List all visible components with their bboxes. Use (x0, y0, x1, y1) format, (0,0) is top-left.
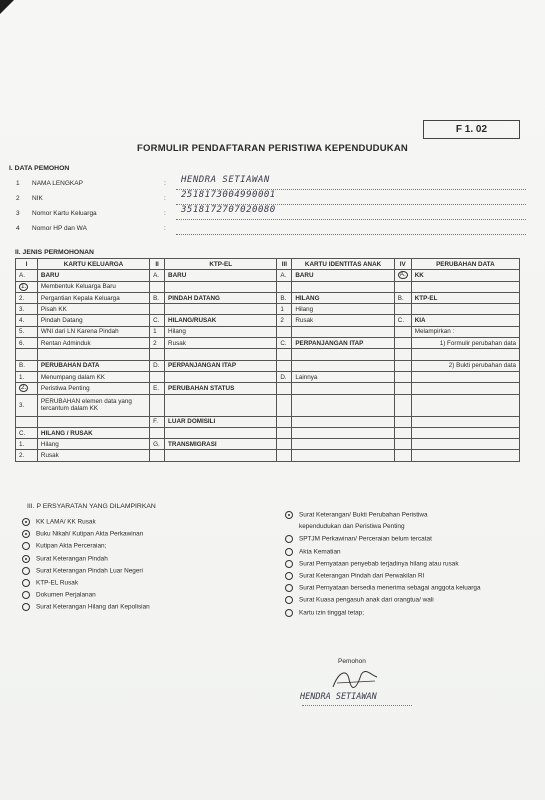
table-cell[interactable]: 3. (16, 304, 38, 315)
table-cell (292, 439, 394, 450)
table-cell: Rusak (165, 338, 277, 349)
table-row (16, 315, 520, 326)
table-cell (150, 427, 165, 438)
table-row (16, 304, 520, 315)
table-cell: Membentuk Keluarga Baru (37, 281, 149, 292)
field-line (176, 234, 526, 235)
table-cell (277, 427, 292, 438)
table-row (16, 270, 520, 281)
table-cell (292, 427, 394, 438)
table-cell: PERUBAHAN DATA (37, 360, 149, 371)
table-cell[interactable]: 1 (277, 304, 292, 315)
radio-icon[interactable] (285, 584, 293, 592)
table-header-cell: II (150, 259, 165, 270)
table-cell: Rusak (292, 315, 394, 326)
colon: : (164, 180, 166, 187)
page-corner (0, 0, 14, 14)
signature-line (302, 705, 412, 706)
table-cell[interactable]: 1. (16, 371, 38, 382)
table-cell (292, 281, 394, 292)
table-cell (292, 326, 394, 337)
colon: : (164, 195, 166, 202)
table-cell[interactable]: C. (394, 315, 411, 326)
jenis-permohonan-table (15, 258, 520, 462)
checked-radio-icon[interactable] (22, 518, 30, 526)
table-cell (411, 394, 519, 416)
table-cell[interactable]: A. (277, 270, 292, 281)
radio-icon[interactable] (22, 567, 30, 575)
table-row (16, 360, 520, 371)
table-cell (411, 439, 519, 450)
table-cell: Lainnya (292, 371, 394, 382)
table-cell (16, 349, 38, 360)
table-cell[interactable]: B. (394, 292, 411, 303)
table-cell (16, 416, 38, 427)
table-cell: LUAR DOMISILI (165, 416, 277, 427)
requirement-label: Surat Keterangan Pindah dari Perwakilan RI (299, 572, 425, 580)
table-cell[interactable]: 1. (16, 439, 38, 450)
radio-icon[interactable] (22, 591, 30, 599)
table-cell: Rentan Adminduk (37, 338, 149, 349)
requirement-item[interactable] (22, 603, 150, 611)
table-cell: BARU (37, 270, 149, 281)
table-row (16, 427, 520, 438)
requirement-item[interactable] (285, 596, 434, 604)
table-cell: KIA (411, 315, 519, 326)
requirement-label: Surat Keterangan Hilang dari Kepolisian (36, 604, 150, 612)
table-cell[interactable] (394, 270, 411, 281)
table-cell: PERUBAHAN STATUS (165, 383, 277, 394)
table-header-cell: KTP-EL (165, 259, 277, 270)
radio-icon[interactable] (285, 596, 293, 604)
table-cell[interactable]: E. (150, 383, 165, 394)
table-cell (292, 394, 394, 416)
table-row (16, 371, 520, 382)
table-cell: PERPANJANGAN ITAP (292, 338, 394, 349)
table-cell (277, 416, 292, 427)
table-row (16, 281, 520, 292)
table-cell (165, 281, 277, 292)
table-cell (165, 349, 277, 360)
requirement-label: Surat Keterangan Pindah Luar Negeri (36, 567, 143, 575)
signature-name: HENDRA SETIAWAN (300, 692, 377, 702)
table-header-cell: I (16, 259, 38, 270)
form-code: F 1. 02 (423, 120, 520, 139)
requirement-item[interactable] (22, 542, 106, 550)
table-cell (411, 281, 519, 292)
field-value[interactable]: 2518173004990001 (181, 190, 276, 200)
table-cell: Rusak (37, 450, 149, 461)
signature-label: Pemohon (338, 658, 366, 665)
table-row (16, 349, 520, 360)
requirement-label: Surat Pernyataan bersedia menerima sebagai anggota keluarga (299, 584, 481, 592)
table-cell: Peristiwa Penting (37, 383, 149, 394)
table-cell[interactable]: D. (277, 371, 292, 382)
colon: : (164, 225, 166, 232)
table-cell[interactable]: C. (16, 427, 38, 438)
signature-scribble-icon (325, 665, 385, 695)
row-number: 2 (16, 195, 20, 202)
table-cell[interactable]: B. (150, 292, 165, 303)
table-cell (165, 371, 277, 382)
table-cell (411, 427, 519, 438)
pemohon-row (16, 190, 526, 205)
table-cell (277, 450, 292, 461)
table-cell (277, 360, 292, 371)
table-cell (150, 281, 165, 292)
table-row (16, 439, 520, 450)
circled-mark: A. (399, 271, 406, 279)
requirement-label: Dokumen Perjalanan (36, 591, 96, 599)
table-cell[interactable]: 3. (16, 394, 38, 416)
table-cell (394, 439, 411, 450)
table-cell: 2) Bukti perubahan data (411, 360, 519, 371)
requirement-item[interactable] (22, 591, 96, 599)
section-data-pemohon: I. DATA PEMOHON (9, 165, 70, 172)
requirement-item[interactable] (285, 560, 459, 568)
table-header-cell: KARTU KELUARGA (37, 259, 149, 270)
table-cell (394, 383, 411, 394)
requirement-label: Kutipan Akta Perceraian; (36, 543, 107, 551)
table-cell: Hilang (37, 439, 149, 450)
table-header-cell: PERUBAHAN DATA (411, 259, 519, 270)
checked-radio-icon[interactable] (285, 511, 293, 519)
table-cell (150, 349, 165, 360)
table-cell[interactable]: 2 (277, 315, 292, 326)
requirement-item[interactable] (285, 523, 405, 530)
requirement-item[interactable] (22, 567, 143, 575)
table-cell (394, 281, 411, 292)
table-cell: HILANG (292, 292, 394, 303)
table-cell (411, 349, 519, 360)
checked-radio-icon[interactable] (22, 530, 30, 538)
signature-block (300, 655, 420, 715)
radio-icon[interactable] (285, 572, 293, 580)
requirement-item[interactable] (22, 530, 143, 538)
table-cell: Hilang (165, 326, 277, 337)
table-cell: Hilang (292, 304, 394, 315)
table-cell (150, 304, 165, 315)
requirement-label: KTP-EL Rusak (36, 579, 79, 587)
table-cell: KTP-EL (411, 292, 519, 303)
table-cell: BARU (165, 270, 277, 281)
radio-icon[interactable] (22, 603, 30, 611)
table-cell[interactable]: A. (16, 270, 38, 281)
table-cell (394, 416, 411, 427)
table-cell: Melampirkan : (411, 326, 519, 337)
table-cell: Menumpang dalam KK (37, 371, 149, 382)
table-row (16, 416, 520, 427)
table-cell (37, 349, 149, 360)
table-cell[interactable]: 2. (16, 450, 38, 461)
radio-icon[interactable] (285, 548, 293, 556)
table-row (16, 394, 520, 416)
checked-radio-icon[interactable] (22, 555, 30, 563)
table-cell[interactable]: 4. (16, 315, 38, 326)
requirement-label: KK LAMA/ KK Rusak (36, 518, 96, 526)
table-cell (277, 326, 292, 337)
table-cell (394, 371, 411, 382)
pemohon-row (16, 175, 526, 190)
table-cell: BARU (292, 270, 394, 281)
table-cell[interactable]: C. (150, 315, 165, 326)
table-cell: KK (411, 270, 519, 281)
colon: : (164, 210, 166, 217)
requirement-item[interactable] (285, 609, 364, 617)
table-cell[interactable]: 1 (150, 326, 165, 337)
table-cell: TRANSMIGRASI (165, 439, 277, 450)
table-cell[interactable]: G. (150, 439, 165, 450)
field-value[interactable]: 3518172707020080 (181, 205, 276, 215)
requirement-item[interactable] (285, 584, 481, 592)
table-cell (394, 450, 411, 461)
row-number: 4 (16, 225, 20, 232)
table-cell[interactable]: 2. (16, 292, 38, 303)
field-label: NIK (32, 195, 43, 202)
requirement-item[interactable] (285, 548, 341, 556)
table-cell (165, 394, 277, 416)
table-cell (394, 349, 411, 360)
section-jenis-permohonan: II. JENIS PERMOHONAN (15, 249, 94, 256)
requirement-item[interactable] (285, 511, 428, 519)
table-header-row (16, 259, 520, 270)
table-cell (292, 349, 394, 360)
radio-icon[interactable] (285, 609, 293, 617)
table-cell[interactable]: 6. (16, 338, 38, 349)
requirement-label: SPTJM Perkawinan/ Perceraian belum tercatat (299, 536, 432, 544)
table-cell (411, 450, 519, 461)
table-cell (165, 427, 277, 438)
table-cell (277, 383, 292, 394)
requirement-item[interactable] (22, 555, 108, 563)
field-label: Nomor Kartu Keluarga (32, 210, 97, 217)
pemohon-row (16, 205, 526, 220)
table-row (16, 338, 520, 349)
table-cell (394, 326, 411, 337)
field-line (176, 219, 526, 220)
requirement-label: Surat Pernyataan penyebab terjadinya hilang atau rusak (299, 560, 459, 568)
table-cell (394, 304, 411, 315)
table-cell: HILANG / RUSAK (37, 427, 149, 438)
table-row (16, 383, 520, 394)
requirement-item[interactable] (285, 535, 432, 543)
table-cell: PINDAH DATANG (165, 292, 277, 303)
row-number: 3 (16, 210, 20, 217)
table-header-cell: KARTU IDENTITAS ANAK (292, 259, 394, 270)
table-cell (277, 281, 292, 292)
table-header-cell: III (277, 259, 292, 270)
table-row (16, 450, 520, 461)
table-cell (277, 394, 292, 416)
table-cell (165, 304, 277, 315)
table-cell (150, 371, 165, 382)
table-cell (292, 383, 394, 394)
table-cell: 1) Formulir perubahan data (411, 338, 519, 349)
table-cell[interactable] (16, 383, 38, 394)
table-cell (37, 416, 149, 427)
radio-icon[interactable] (22, 579, 30, 587)
table-cell (292, 416, 394, 427)
requirement-label: Buku Nikah/ Kutipan Akta Perkawinan (36, 530, 144, 538)
table-cell (292, 450, 394, 461)
table-cell[interactable]: A. (150, 270, 165, 281)
table-cell (150, 450, 165, 461)
requirement-item[interactable] (22, 579, 78, 587)
table-cell (394, 427, 411, 438)
table-cell[interactable]: F. (150, 416, 165, 427)
requirement-label: Akta Kematian (299, 548, 341, 556)
table-row (16, 326, 520, 337)
table-cell[interactable] (16, 281, 38, 292)
table-cell (165, 450, 277, 461)
table-cell (394, 338, 411, 349)
table-cell: Pisah KK (37, 304, 149, 315)
radio-icon[interactable] (285, 535, 293, 543)
table-cell (277, 349, 292, 360)
requirement-label: kependudukan dan Peristiwa Penting (299, 523, 405, 531)
table-cell[interactable]: B. (16, 360, 38, 371)
table-cell: Pergantian Kepala Keluarga (37, 292, 149, 303)
field-label: Nomor HP dan WA (32, 225, 87, 232)
table-cell[interactable]: 2 (150, 338, 165, 349)
pemohon-row (16, 223, 526, 235)
table-cell: Pindah Datang (37, 315, 149, 326)
requirement-item[interactable] (285, 572, 424, 580)
requirement-item[interactable] (22, 518, 96, 526)
table-cell[interactable]: 5. (16, 326, 38, 337)
radio-icon[interactable] (22, 542, 30, 550)
requirement-label: Kartu izin tinggal tetap; (299, 609, 365, 617)
table-cell[interactable]: C. (277, 338, 292, 349)
table-cell: PERUBAHAN elemen data yang tercantum dalam KK (37, 394, 149, 416)
table-cell: HILANG/RUSAK (165, 315, 277, 326)
radio-icon[interactable] (285, 560, 293, 568)
field-value[interactable]: HENDRA SETIAWAN (181, 175, 270, 185)
table-cell (150, 394, 165, 416)
table-row (16, 292, 520, 303)
section-persyaratan: III. P ERSYARATAN YANG DILAMPIRKAN (27, 503, 156, 510)
requirement-label: Surat Keterangan/ Bukti Perubahan Peristiwa (299, 511, 428, 519)
circled-mark: 2. (21, 384, 27, 392)
table-header-cell: IV (394, 259, 411, 270)
requirement-label: Surat Kuasa pengasuh anak dari orangtua/ wali (299, 597, 434, 605)
table-cell (394, 394, 411, 416)
table-cell (292, 360, 394, 371)
table-cell (411, 304, 519, 315)
table-cell[interactable]: D. (150, 360, 165, 371)
table-cell: WNI dari LN Karena Pindah (37, 326, 149, 337)
circled-mark: 1. (21, 282, 27, 290)
row-number: 1 (16, 180, 20, 187)
table-cell[interactable]: B. (277, 292, 292, 303)
table-cell (411, 371, 519, 382)
field-label: NAMA LENGKAP (32, 180, 83, 187)
form-title: FORMULIR PENDAFTARAN PERISTIWA KEPENDUDUKAN (137, 143, 408, 154)
table-cell (277, 439, 292, 450)
table-cell: PERPANJANGAN ITAP (165, 360, 277, 371)
requirement-label: Surat Keterangan Pindah (36, 555, 108, 563)
table-cell (394, 360, 411, 371)
table-cell (411, 416, 519, 427)
table-cell (411, 383, 519, 394)
